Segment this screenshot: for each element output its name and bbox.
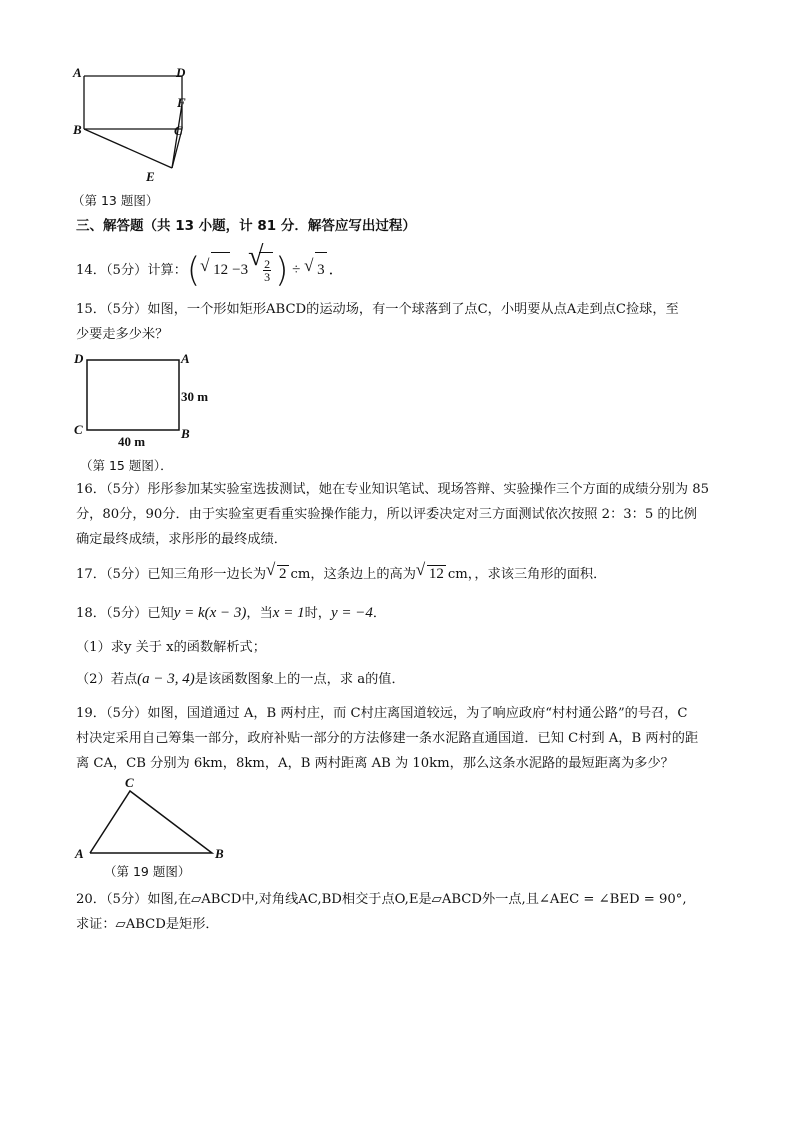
q18-text-1: 18．（5分）已知 [76, 606, 174, 621]
q16-line-1: 16．（5分）彤彤参加某实验室选拔测试，她在专业知识笔试、现场答辩、实验操作三个方面的成绩分别为 85 [76, 482, 709, 497]
label-b: B [215, 846, 224, 861]
figure-19 [72, 774, 242, 866]
label-bottom-40m: 40 m [118, 434, 146, 449]
q14-frac-num: 2 [264, 257, 271, 272]
question-14 [76, 241, 736, 291]
q17-text-3: cm，，求该三角形的面积． [447, 567, 607, 582]
q19-line-3: 离 CA，CB 分别为 6km，8km，A，B 两村距离 AB 为 10km，那么这条水泥路的最短距离为多少？ [76, 756, 674, 771]
section-title: 三、解答题（共 13 小题，计 81 分．解答应写出过程） [76, 218, 416, 234]
label-e: E [146, 169, 155, 184]
figure-19-diagram [72, 774, 242, 866]
figure-13 [70, 62, 210, 184]
q15-line-1: 15．（5分）如图，一个形如矩形ABCD的运动场，有一个球落到了点C，小明要从点A走到点C捡球，至 [76, 302, 679, 317]
q14-end: ． [328, 262, 344, 278]
question-18 [76, 605, 736, 622]
q16-line-3: 确定最终成绩，求彤彤的最终成绩． [76, 532, 287, 547]
q18-sub-2 [76, 671, 736, 688]
q17-radicand-2: 12 [428, 566, 444, 582]
label-d: D [74, 351, 84, 366]
q18-sub2-eq: (a − 3, 4) [137, 671, 195, 687]
q14-prefix: 14．（5分）计算： [76, 263, 187, 278]
figure-13-diagram [70, 62, 210, 184]
q20-line-2: 求证：▱ABCD是矩形． [76, 917, 219, 932]
q14-frac-den: 3 [264, 270, 271, 285]
figure-13-caption: （第 13 题图） [72, 193, 159, 208]
figure-15-caption: （第 15 题图）． [80, 458, 173, 473]
label-b: B [73, 122, 82, 137]
label-a: A [75, 846, 84, 861]
label-c: C [125, 775, 134, 790]
label-b: B [181, 426, 190, 441]
q14-radicand-1: 12 [211, 252, 230, 287]
q14-minus: −3 [232, 262, 249, 278]
label-a: A [73, 65, 82, 80]
q18-eq-3: y = −4 [330, 605, 373, 621]
q14-div: ÷ [292, 262, 301, 278]
q18-sub-1: （1）求y 关于 x的函数解析式； [76, 640, 266, 655]
q15-line-2: 少要走多少米？ [76, 327, 169, 342]
figure-15 [70, 348, 220, 448]
q14-expression: ( √ 12 −3 √ $\frac{2}{3}$ ) ÷ √ 3 ． [186, 241, 344, 291]
q18-sub2-text-1: （2）若点 [76, 672, 138, 687]
q18-eq-2: x = 1 [272, 605, 305, 621]
q17-text-2: cm，这条边上的高为 [290, 567, 416, 582]
q14-radicand-2: 3 [315, 252, 327, 287]
q18-text-4: ． [372, 606, 387, 621]
q17-text-1: 17．（5分）已知三角形一边长为 [76, 567, 267, 582]
q18-text-3: 时， [304, 606, 331, 621]
q16-line-2: 分，80分，90分．由于实验室更看重实验操作能力，所以评委决定对三方面测试依次按照 2：3：5 的比例 [76, 507, 697, 522]
q18-eq-1: y = k(x − 3) [173, 605, 247, 621]
q19-line-1: 19．（5分）如图，国道通过 A，B 两村庄，而 C村庄离国道较远，为了响应政府“村村通公路”的号召，C [76, 706, 688, 721]
question-17: 17．（5分）已知三角形一边长为 √ 2 cm，这条边上的高为 √ 12 cm，，求该三角形的面积． [76, 560, 607, 582]
figure-15-diagram [70, 348, 220, 448]
label-side-30m: 30 m [181, 389, 209, 404]
label-c: C [174, 123, 183, 138]
q19-line-2: 村决定采用自己筹集一部分，政府补贴一部分的方法修建一条水泥路直通国道．已知 C村到 A，B 两村的距 [76, 731, 699, 746]
label-d: D [176, 65, 186, 80]
q18-text-2: ，当 [246, 606, 273, 621]
figure-19-caption: （第 19 题图） [104, 864, 191, 879]
label-f: F [177, 95, 186, 110]
q18-sub2-text-2: 是该函数图象上的一点，求 a的值． [194, 672, 405, 687]
label-a: A [181, 351, 190, 366]
q17-radicand-1: 2 [279, 566, 287, 582]
label-c: C [74, 422, 83, 437]
q20-line-1: 20．（5分）如图,在▱ABCD中,对角线AC,BD相交于点O,E是▱ABCD外一点,且∠AEC = ∠BED = 90°, [76, 892, 687, 907]
